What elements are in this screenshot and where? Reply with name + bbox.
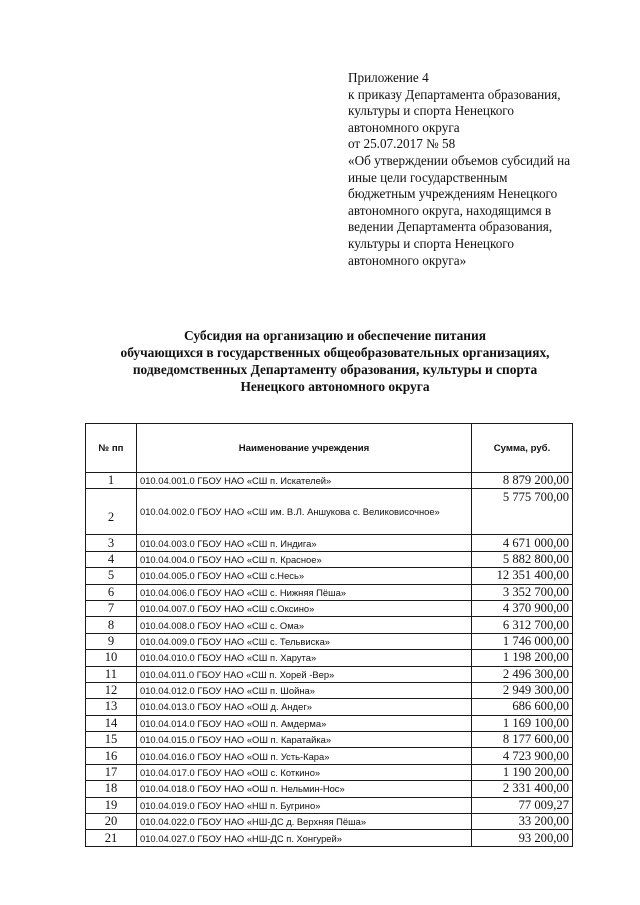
row-number: 18 <box>86 781 137 797</box>
appendix-line: культуры и спорта Ненецкого <box>348 235 514 251</box>
title-line: подведомственных Департаменту образования, культуры и спорта <box>132 362 538 377</box>
document-title <box>80 327 590 395</box>
row-amount: 2 949 300,00 <box>472 682 573 698</box>
row-amount: 5 775 700,00 <box>472 489 573 535</box>
row-institution: 010.04.027.0 ГБОУ НАО «НШ-ДС п. Хонгурей» <box>137 830 472 846</box>
table-row <box>86 617 573 633</box>
row-institution: 010.04.012.0 ГБОУ НАО «СШ п. Шойна» <box>137 682 472 698</box>
row-amount: 1 169 100,00 <box>472 715 573 731</box>
row-number: 2 <box>86 489 137 535</box>
table-row <box>86 682 573 698</box>
row-number: 6 <box>86 584 137 600</box>
row-amount: 1 198 200,00 <box>472 650 573 666</box>
table-row <box>86 830 573 846</box>
header-num: № пп <box>86 424 137 473</box>
row-institution: 010.04.014.0 ГБОУ НАО «ОШ п. Амдерма» <box>137 715 472 731</box>
row-institution: 010.04.008.0 ГБОУ НАО «СШ с. Ома» <box>137 617 472 633</box>
row-institution: 010.04.010.0 ГБОУ НАО «СШ п. Харута» <box>137 650 472 666</box>
row-number: 8 <box>86 617 137 633</box>
table-row <box>86 748 573 764</box>
row-number: 4 <box>86 551 137 567</box>
row-institution: 010.04.018.0 ГБОУ НАО «ОШ п. Нельмин-Нос» <box>137 781 472 797</box>
title-line: обучающихся в государственных общеобразовательных организациях, <box>120 345 550 360</box>
subsidy-table <box>85 423 573 847</box>
row-institution: 010.04.011.0 ГБОУ НАО «СШ п. Хорей -Вер» <box>137 666 472 682</box>
row-institution: 010.04.002.0 ГБОУ НАО «СШ им. В.Л. Аншукова с. Великовисочное» <box>137 489 472 535</box>
row-amount: 4 671 000,00 <box>472 535 573 551</box>
row-institution: 010.04.006.0 ГБОУ НАО «СШ с. Нижняя Пёша» <box>137 584 472 600</box>
row-amount: 2 331 400,00 <box>472 781 573 797</box>
row-institution: 010.04.005.0 ГБОУ НАО «СШ с.Несь» <box>137 568 472 584</box>
row-number: 9 <box>86 633 137 649</box>
row-number: 5 <box>86 568 137 584</box>
row-institution: 010.04.009.0 ГБОУ НАО «СШ с. Тельвиска» <box>137 633 472 649</box>
row-number: 20 <box>86 814 137 830</box>
table-row <box>86 814 573 830</box>
row-amount: 12 351 400,00 <box>472 568 573 584</box>
table-header-row <box>86 424 573 473</box>
table-row <box>86 489 573 535</box>
appendix-line: культуры и спорта Ненецкого <box>348 103 514 119</box>
header-name: Наименование учреждения <box>137 424 472 473</box>
appendix-line: бюджетным учреждениям Ненецкого <box>348 186 558 202</box>
row-number: 1 <box>86 473 137 489</box>
row-number: 7 <box>86 600 137 616</box>
row-amount: 1 190 200,00 <box>472 764 573 780</box>
table-row <box>86 600 573 616</box>
row-number: 15 <box>86 732 137 748</box>
row-amount: 6 312 700,00 <box>472 617 573 633</box>
row-number: 12 <box>86 682 137 698</box>
table-row <box>86 715 573 731</box>
table-row <box>86 666 573 682</box>
row-institution: 010.04.007.0 ГБОУ НАО «СШ с.Оксино» <box>137 600 472 616</box>
row-institution: 010.04.013.0 ГБОУ НАО «ОШ д. Андег» <box>137 699 472 715</box>
row-institution: 010.04.017.0 ГБОУ НАО «ОШ с. Коткино» <box>137 764 472 780</box>
row-amount: 2 496 300,00 <box>472 666 573 682</box>
table-row <box>86 797 573 813</box>
row-number: 16 <box>86 748 137 764</box>
row-amount: 1 746 000,00 <box>472 633 573 649</box>
header-amount: Сумма, руб. <box>472 424 573 473</box>
appendix-line: к приказу Департамента образования, <box>348 86 561 102</box>
row-institution: 010.04.019.0 ГБОУ НАО «НШ п. Бугрино» <box>137 797 472 813</box>
appendix-line: автономного округа, находящимся в <box>348 202 552 218</box>
table-row <box>86 535 573 551</box>
row-amount: 4 723 900,00 <box>472 748 573 764</box>
table-row <box>86 781 573 797</box>
row-amount: 686 600,00 <box>472 699 573 715</box>
table-row <box>86 764 573 780</box>
row-amount: 33 200,00 <box>472 814 573 830</box>
table-row <box>86 633 573 649</box>
row-institution: 010.04.015.0 ГБОУ НАО «ОШ п. Каратайка» <box>137 732 472 748</box>
row-institution: 010.04.001.0 ГБОУ НАО «СШ п. Искателей» <box>137 473 472 489</box>
row-institution: 010.04.004.0 ГБОУ НАО «СШ п. Красное» <box>137 551 472 567</box>
appendix-line: «Об утверждении объемов субсидий на <box>348 152 571 168</box>
row-institution: 010.04.022.0 ГБОУ НАО «НШ-ДС д. Верхняя Пёша» <box>137 814 472 830</box>
row-amount: 77 009,27 <box>472 797 573 813</box>
row-amount: 4 370 900,00 <box>472 600 573 616</box>
row-number: 10 <box>86 650 137 666</box>
title-line: Ненецкого автономного округа <box>240 379 430 394</box>
row-amount: 8 879 200,00 <box>472 473 573 489</box>
table-row <box>86 650 573 666</box>
row-number: 13 <box>86 699 137 715</box>
appendix-line: автономного округа» <box>348 252 467 268</box>
row-amount: 8 177 600,00 <box>472 732 573 748</box>
table-row <box>86 584 573 600</box>
row-number: 14 <box>86 715 137 731</box>
table-row <box>86 568 573 584</box>
appendix-block <box>348 70 610 269</box>
row-number: 21 <box>86 830 137 846</box>
table-row <box>86 699 573 715</box>
row-amount: 3 352 700,00 <box>472 584 573 600</box>
appendix-line: Приложение 4 <box>348 70 429 85</box>
appendix-line: от 25.07.2017 № 58 <box>348 136 456 152</box>
row-number: 3 <box>86 535 137 551</box>
appendix-line: ведении Департамента образования, <box>348 219 553 235</box>
appendix-line: иные цели государственным <box>348 169 508 185</box>
table-row <box>86 473 573 489</box>
row-amount: 5 882 800,00 <box>472 551 573 567</box>
table-row <box>86 551 573 567</box>
row-institution: 010.04.003.0 ГБОУ НАО «СШ п. Индига» <box>137 535 472 551</box>
row-institution: 010.04.016.0 ГБОУ НАО «ОШ п. Усть-Кара» <box>137 748 472 764</box>
table-row <box>86 732 573 748</box>
row-amount: 93 200,00 <box>472 830 573 846</box>
row-number: 19 <box>86 797 137 813</box>
row-number: 11 <box>86 666 137 682</box>
appendix-line: автономного округа <box>348 119 460 135</box>
title-line: Субсидия на организацию и обеспечение питания <box>184 328 486 343</box>
row-number: 17 <box>86 764 137 780</box>
